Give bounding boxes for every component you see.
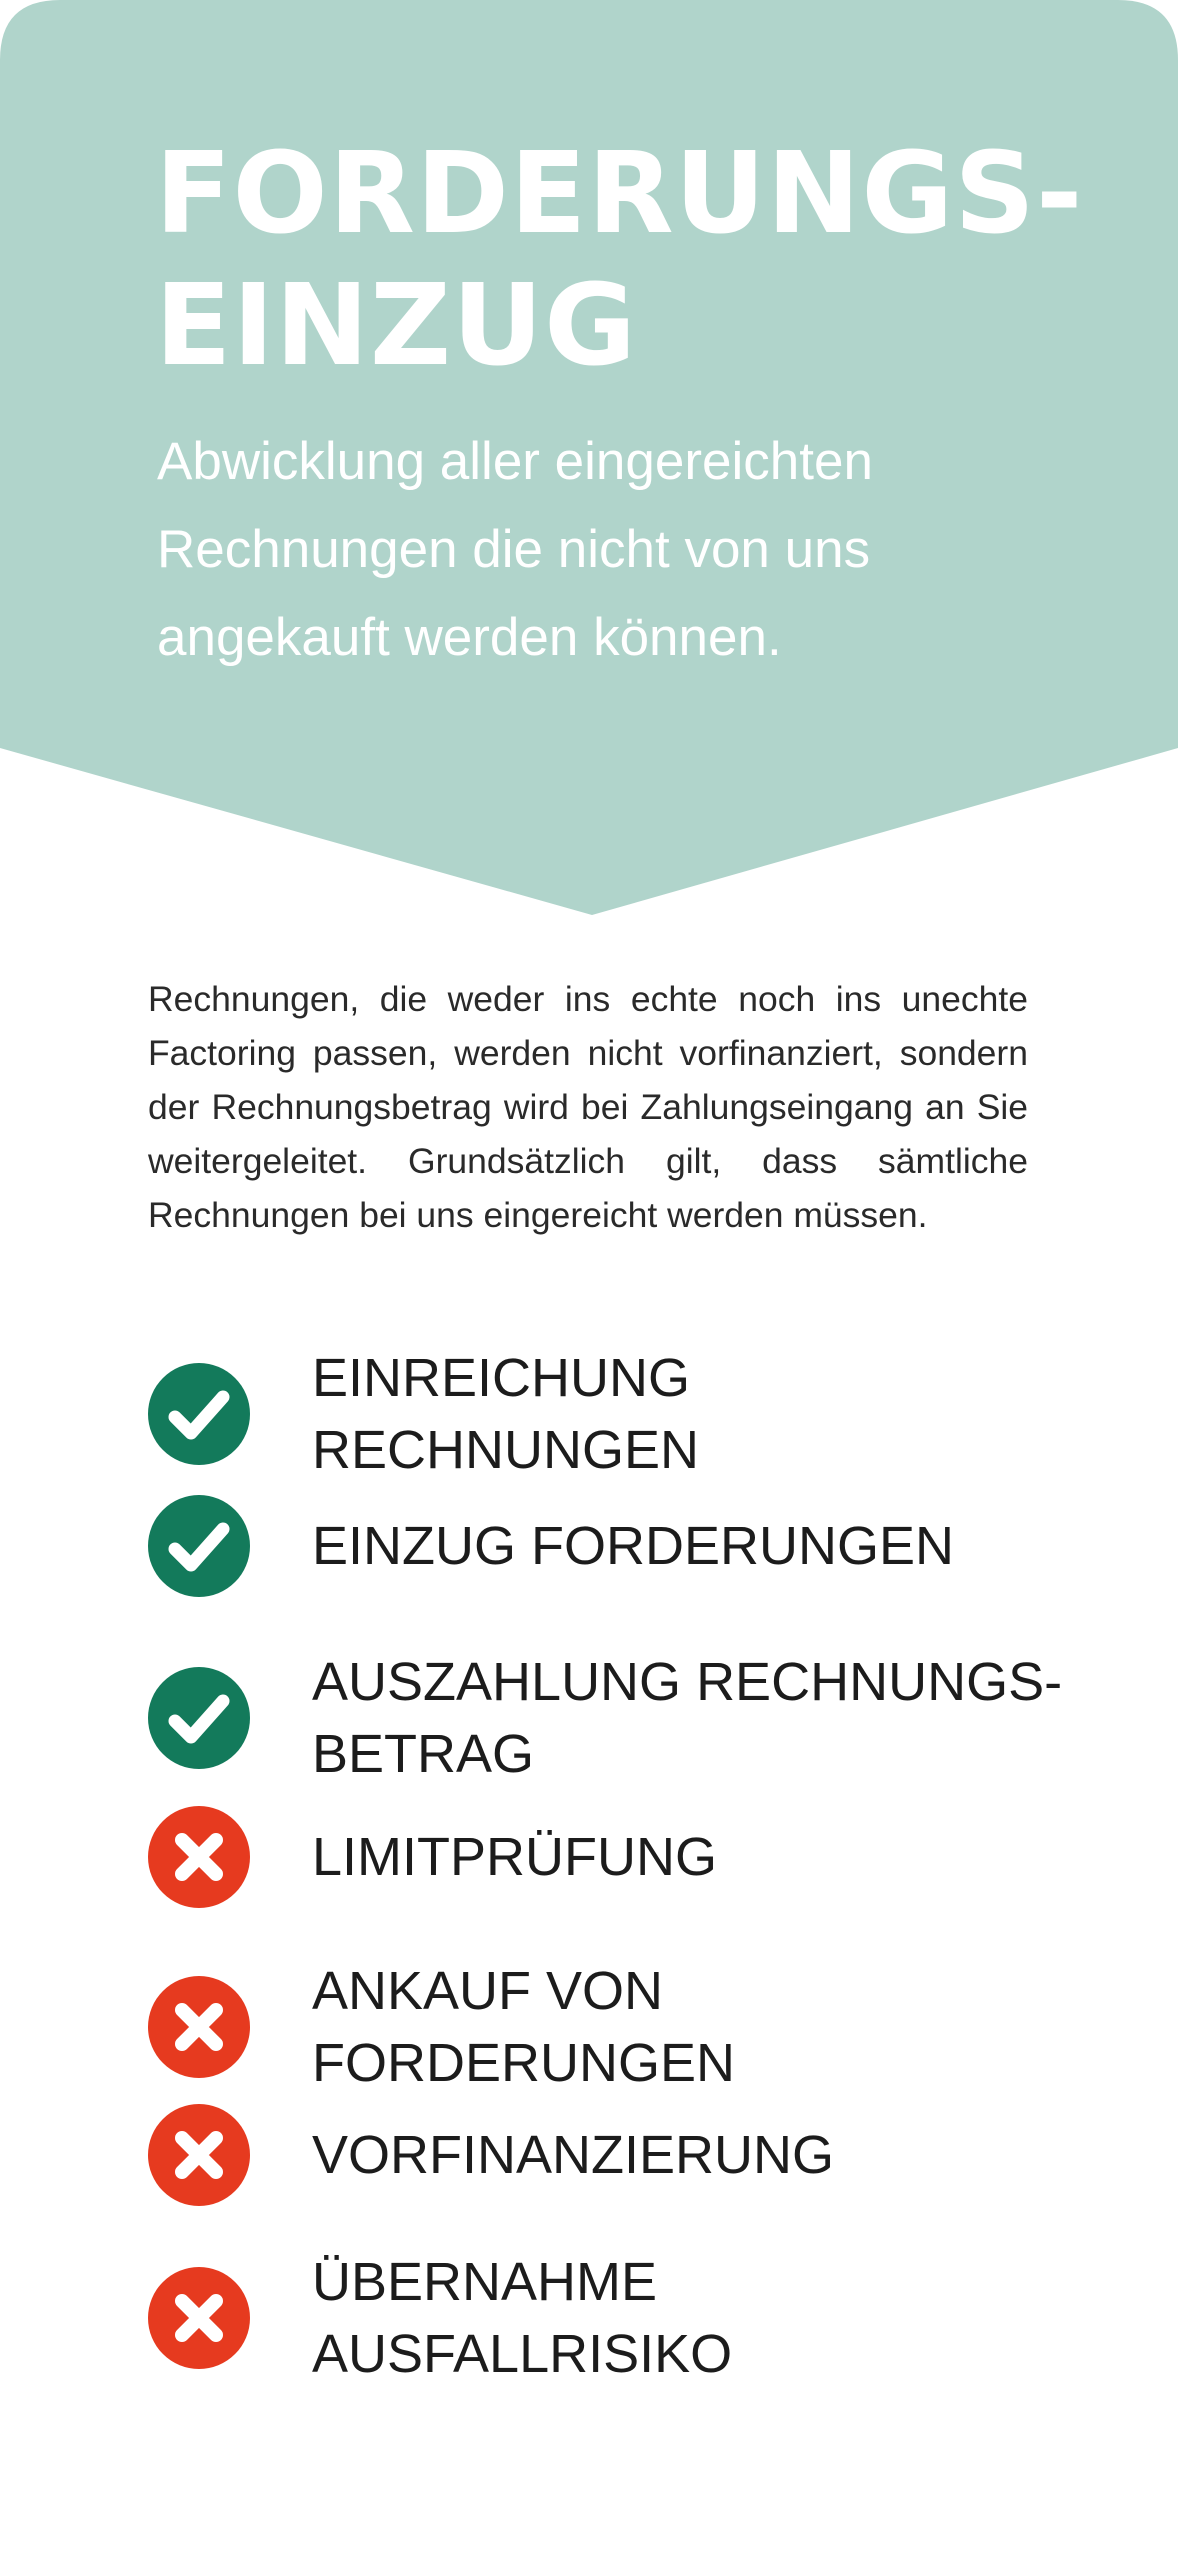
feature-item-ausfallrisiko — [148, 2246, 1068, 2390]
intro-paragraph: Rechnungen, die weder ins echte noch ins unechte Factoring passen, werden nicht vorfinanziert, sondern der Rechnungsbetrag wird bei Zahlungseingang an Sie weitergeleitet. Grundsätzlich gilt, dass sämtliche Rechnungen bei uns eingereicht werden müssen. — [148, 979, 1028, 1235]
feature-label: ÜBERNAHME AUSFALLRISIKO — [312, 2252, 733, 2384]
check-icon — [148, 1363, 250, 1465]
check-icon — [148, 1667, 250, 1769]
feature-item-vorfinanzierung — [148, 2104, 1068, 2206]
feature-item-einreichung — [148, 1342, 1068, 1486]
feature-item-limitpruefung — [148, 1806, 1068, 1908]
feature-label: EINREICHUNG RECHNUNGEN — [312, 1348, 700, 1480]
feature-item-einzug — [148, 1495, 1068, 1597]
feature-item-auszahlung — [148, 1646, 1068, 1790]
feature-label: EINZUG FORDERUNGEN — [312, 1516, 955, 1576]
feature-item-ankauf — [148, 1955, 1068, 2099]
cross-icon — [148, 1976, 250, 2078]
cross-icon — [148, 2267, 250, 2369]
page-title — [155, 128, 1083, 392]
check-icon — [148, 1495, 250, 1597]
cross-icon — [148, 2104, 250, 2206]
page-subtitle: Abwicklung aller eingereichten Rechnungen die nicht von uns angekauft werden können. — [157, 432, 873, 667]
feature-label: VORFINANZIERUNG — [312, 2125, 835, 2185]
page-title-line-2: EINZUG — [155, 261, 637, 391]
cross-icon — [148, 1806, 250, 1908]
feature-label: AUSZAHLUNG RECHNUNGS- BETRAG — [312, 1652, 1063, 1784]
feature-label: LIMITPRÜFUNG — [312, 1827, 717, 1887]
feature-label: ANKAUF VON FORDERUNGEN — [312, 1961, 736, 2093]
page-title-line-1: FORDERUNGS- — [155, 129, 1084, 259]
